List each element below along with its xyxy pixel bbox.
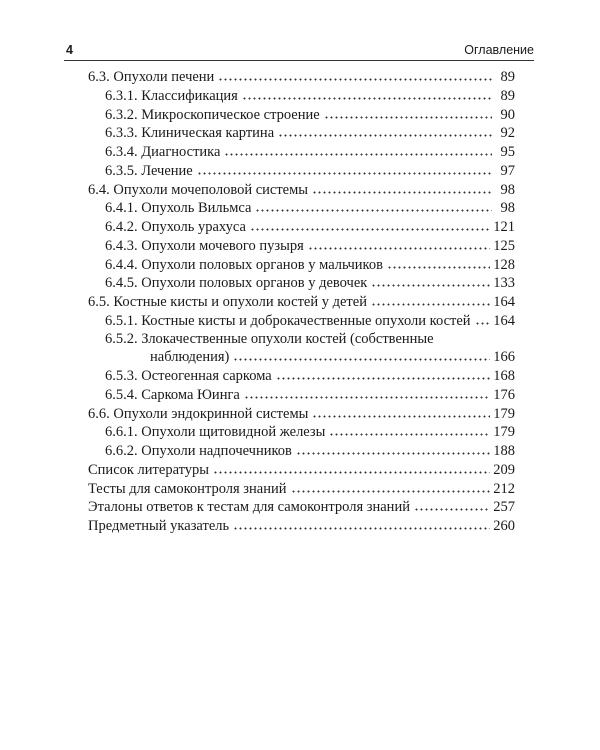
toc-entry-title: 6.4.5. Опухоли половых органов у девочек: [105, 275, 368, 292]
toc-entry: [88, 274, 515, 293]
dot-leader: [244, 386, 490, 399]
toc-entry-title: Эталоны ответов к тестам для самоконтроля знаний: [88, 499, 410, 516]
toc-entry: [88, 218, 515, 237]
toc-entry-page: 257: [493, 499, 515, 516]
running-header: [64, 40, 534, 61]
dot-leader: [329, 423, 490, 436]
table-of-contents: [88, 68, 515, 536]
dot-leader: [371, 274, 490, 287]
toc-entry-page: 168: [493, 368, 515, 384]
toc-entry-page: 92: [500, 125, 515, 142]
toc-entry: [88, 479, 515, 498]
toc-entry: [88, 237, 515, 256]
dot-leader: [387, 256, 490, 269]
toc-entry: [88, 181, 515, 200]
dot-leader: [233, 348, 490, 361]
toc-entry-page: 90: [500, 106, 515, 123]
toc-entry-title-continuation: наблюдения): [150, 349, 230, 366]
dot-leader: [312, 181, 492, 194]
toc-entry: [88, 106, 515, 125]
toc-entry: [88, 442, 515, 461]
dot-leader: [218, 68, 492, 81]
running-title: Оглавление: [464, 43, 534, 57]
toc-entry: [88, 68, 515, 87]
toc-entry: [88, 87, 515, 106]
toc-entry-title: 6.5.3. Остеогенная саркома: [105, 368, 272, 384]
dot-leader: [250, 218, 490, 231]
dot-leader: [296, 442, 490, 455]
toc-entry: [88, 124, 515, 143]
toc-entry: [88, 423, 515, 442]
toc-entry-title: 6.3.5. Лечение: [105, 162, 193, 179]
toc-entry-page: 176: [493, 386, 515, 403]
toc-entry: [88, 256, 515, 275]
toc-entry-page: 98: [500, 181, 515, 198]
toc-entry-page: 164: [493, 312, 515, 329]
toc-entry-title: 6.3.1. Классификация: [105, 87, 238, 104]
toc-entry-title: 6.6. Опухоли эндокринной системы: [88, 405, 309, 422]
dot-leader: [308, 237, 491, 250]
toc-entry-title: Тесты для самоконтроля знаний: [88, 480, 287, 497]
toc-entry-title: 6.3.3. Клиническая картина: [105, 125, 275, 142]
page-number: 4: [66, 43, 73, 57]
toc-entry-page: 128: [493, 256, 515, 273]
toc-entry: [88, 143, 515, 162]
toc-entry-page: 89: [500, 87, 515, 104]
dot-leader: [255, 199, 492, 212]
dot-leader: [276, 367, 491, 380]
dot-leader: [213, 461, 490, 474]
dot-leader: [197, 162, 492, 175]
toc-entry: [88, 404, 515, 423]
toc-entry-title: 6.4.1. Опухоль Вильмса: [105, 200, 252, 217]
toc-entry-page: 133: [493, 275, 515, 292]
dot-leader: [414, 498, 490, 511]
dot-leader: [224, 143, 492, 156]
toc-entry-title: 6.4. Опухоли мочеполовой системы: [88, 181, 309, 198]
toc-entry-title: 6.4.2. Опухоль урахуса: [105, 219, 246, 236]
dot-leader: [233, 517, 490, 530]
toc-entry: [88, 312, 515, 331]
toc-entry-page: 164: [493, 294, 515, 311]
dot-leader: [324, 106, 492, 119]
toc-entry-title: 6.3.2. Микроскопическое строение: [105, 106, 320, 123]
toc-entry-page: 188: [493, 443, 515, 459]
toc-entry-page: 98: [500, 200, 515, 217]
toc-entry-title: 6.3.4. Диагностика: [105, 144, 221, 161]
toc-entry-title: Список литературы: [88, 461, 210, 478]
toc-entry: [88, 461, 515, 480]
toc-entry-page: 95: [500, 144, 515, 161]
toc-entry-title: 6.5.1. Костные кисты и доброкачественные опухоли костей: [105, 312, 471, 329]
toc-entry-page: 121: [493, 219, 515, 236]
toc-entry-page: 179: [493, 405, 515, 422]
toc-entry-page: 97: [500, 162, 515, 179]
toc-entry-page: 166: [493, 349, 515, 366]
toc-entry-title: 6.6.1. Опухоли щитовидной железы: [105, 424, 326, 441]
toc-entry-title: 6.3. Опухоли печени: [88, 69, 215, 86]
toc-entry-title: 6.4.3. Опухоли мочевого пузыря: [105, 237, 304, 254]
toc-entry-title: 6.5. Костные кисты и опухоли костей у детей: [88, 294, 367, 311]
toc-entry-title: 6.4.4. Опухоли половых органов у мальчиков: [105, 256, 383, 273]
toc-entry-title: 6.6.2. Опухоли надпочечников: [105, 443, 292, 459]
toc-entry: [88, 293, 515, 312]
dot-leader: [475, 312, 491, 325]
toc-entry-title: 6.5.4. Саркома Юинга: [105, 386, 240, 403]
toc-entry: [88, 199, 515, 218]
toc-entry-page: 209: [493, 461, 515, 478]
toc-entry: [88, 331, 515, 367]
toc-entry-page: 89: [500, 69, 515, 86]
toc-entry: [88, 367, 515, 386]
dot-leader: [278, 124, 492, 137]
dot-leader: [291, 479, 491, 492]
dot-leader: [242, 87, 492, 100]
toc-entry-title: 6.5.2. Злокачественные опухоли костей (собственные: [105, 330, 434, 347]
toc-entry-page: 179: [493, 424, 515, 441]
toc-entry-title: Предметный указатель: [88, 518, 230, 534]
toc-entry-page: 125: [493, 237, 515, 254]
toc-entry-page: 212: [493, 480, 515, 497]
dot-leader: [371, 293, 490, 306]
dot-leader: [312, 404, 490, 417]
toc-entry: [88, 386, 515, 405]
toc-entry-page: 260: [493, 518, 515, 534]
toc-entry: [88, 517, 515, 536]
toc-entry: [88, 498, 515, 517]
toc-entry: [88, 162, 515, 181]
